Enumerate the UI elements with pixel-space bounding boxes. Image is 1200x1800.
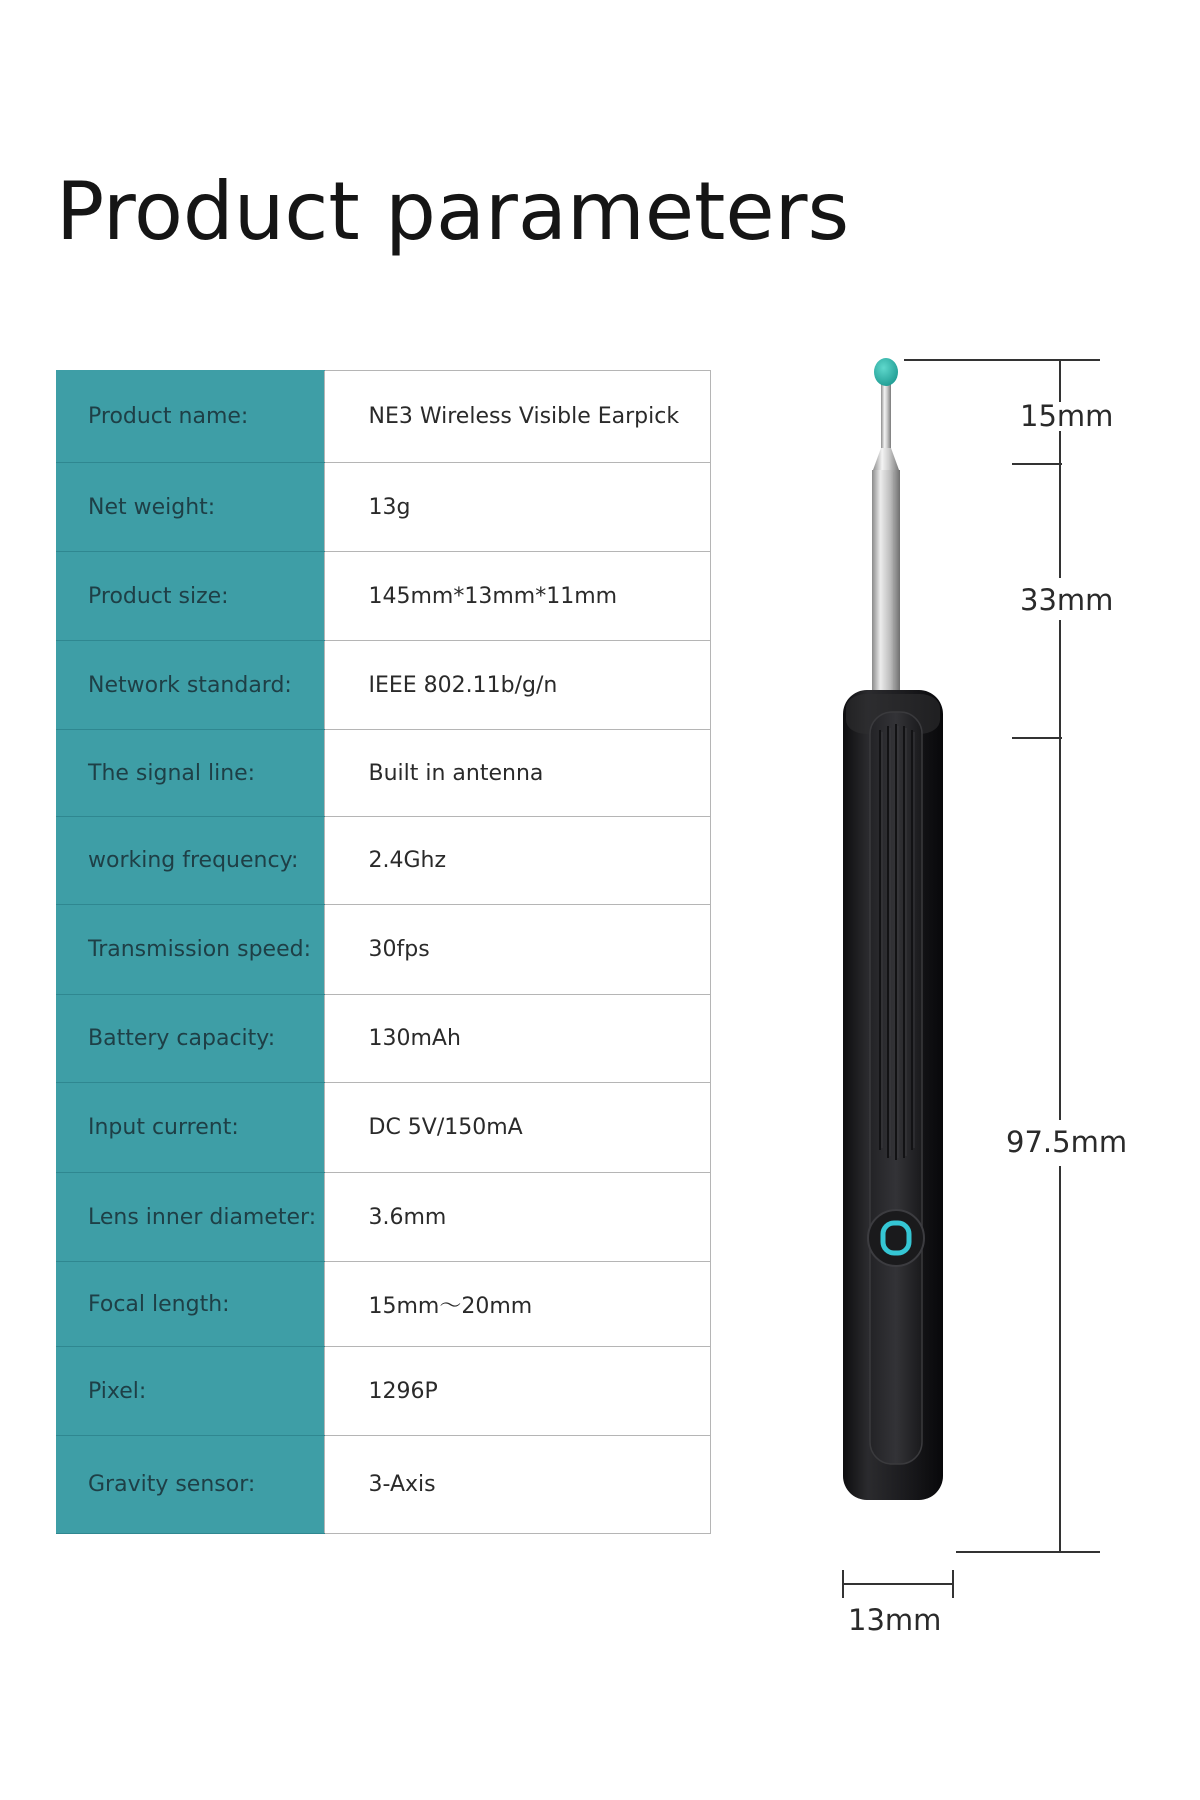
spec-row [56, 817, 710, 905]
power-button [868, 1210, 924, 1266]
spec-row [56, 1173, 710, 1262]
spec-label: Transmission speed: [56, 905, 324, 995]
spec-row [56, 995, 710, 1083]
probe-taper [873, 448, 899, 470]
spec-row [56, 1347, 710, 1436]
spec-table [56, 370, 711, 1534]
metal-shaft [872, 470, 900, 696]
spec-label: The signal line: [56, 730, 324, 817]
page-title: Product parameters [56, 165, 850, 258]
spec-label: Product size: [56, 552, 324, 641]
spec-value: DC 5V/150mA [324, 1083, 710, 1173]
spec-row [56, 905, 710, 995]
spec-value: 145mm*13mm*11mm [324, 552, 710, 641]
spec-value: 3.6mm [324, 1173, 710, 1262]
spec-label: Lens inner diameter: [56, 1173, 324, 1262]
dimension-body-label: 97.5mm [1006, 1125, 1128, 1159]
spec-label: Input current: [56, 1083, 324, 1173]
dimension-shaft-label: 33mm [1020, 583, 1114, 617]
spec-value: 15mm～20mm [324, 1262, 710, 1347]
spec-value: NE3 Wireless Visible Earpick [324, 371, 710, 463]
spec-label: Gravity sensor: [56, 1436, 324, 1534]
earpick-illustration [760, 330, 1180, 1660]
spec-value: 30fps [324, 905, 710, 995]
spec-row [56, 1083, 710, 1173]
spec-label: working frequency: [56, 817, 324, 905]
spec-value: 2.4Ghz [324, 817, 710, 905]
spec-label: Focal length: [56, 1262, 324, 1347]
spec-value: IEEE 802.11b/g/n [324, 641, 710, 730]
spec-row [56, 463, 710, 552]
spec-value: 3-Axis [324, 1436, 710, 1534]
spec-row [56, 730, 710, 817]
spec-value: 1296P [324, 1347, 710, 1436]
spec-label: Battery capacity: [56, 995, 324, 1083]
spec-row [56, 552, 710, 641]
spec-label: Product name: [56, 371, 324, 463]
dimension-tip-label: 15mm [1020, 399, 1114, 433]
spec-value: Built in antenna [324, 730, 710, 817]
spec-table-body [56, 371, 710, 1534]
spec-label: Network standard: [56, 641, 324, 730]
dimension-width-label: 13mm [848, 1603, 942, 1637]
spec-label: Net weight: [56, 463, 324, 552]
spec-label: Pixel: [56, 1347, 324, 1436]
spec-value: 130mAh [324, 995, 710, 1083]
spec-row [56, 1436, 710, 1534]
spec-value: 13g [324, 463, 710, 552]
probe-tip-icon [874, 358, 898, 386]
spec-row [56, 641, 710, 730]
spec-row [56, 371, 710, 463]
spec-row [56, 1262, 710, 1347]
product-figure [760, 330, 1180, 1660]
